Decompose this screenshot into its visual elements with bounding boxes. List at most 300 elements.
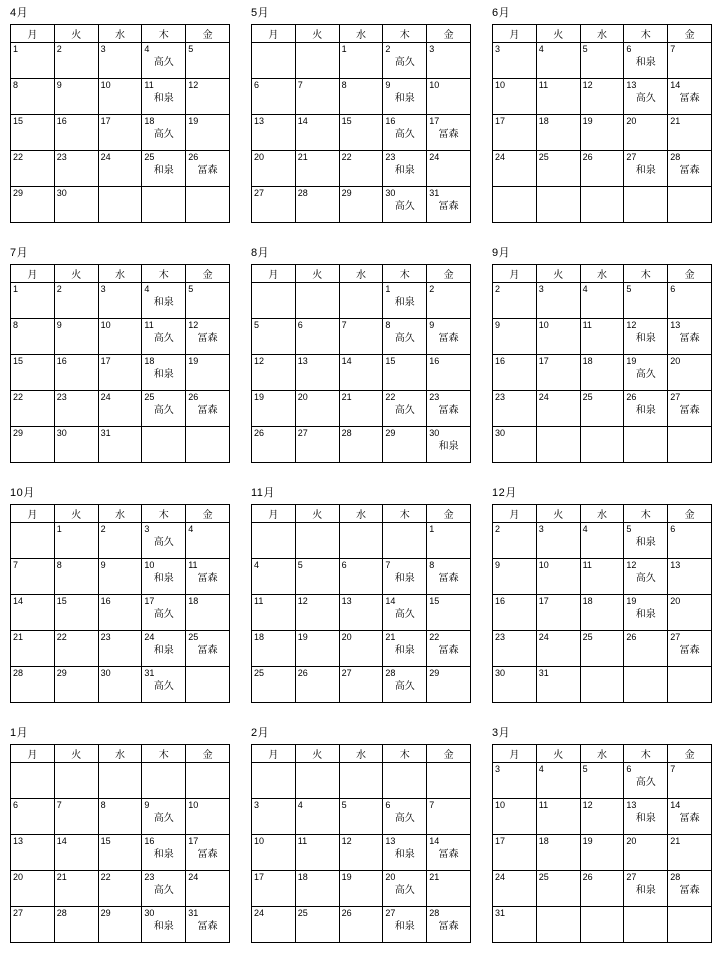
week-row <box>11 667 230 703</box>
day-number: 14 <box>429 836 440 846</box>
day-cell[interactable] <box>536 799 580 835</box>
day-cell[interactable] <box>383 115 427 151</box>
day-cell[interactable] <box>536 667 580 703</box>
day-cell[interactable] <box>493 763 537 799</box>
day-cell[interactable] <box>580 763 624 799</box>
day-cell[interactable] <box>668 43 712 79</box>
day-cell[interactable] <box>383 835 427 871</box>
day-cell[interactable] <box>11 43 55 79</box>
day-cell[interactable] <box>54 391 98 427</box>
day-cell[interactable] <box>427 799 471 835</box>
day-cell[interactable] <box>580 523 624 559</box>
day-cell[interactable] <box>339 79 383 115</box>
day-cell[interactable] <box>339 595 383 631</box>
day-cell[interactable] <box>142 631 186 667</box>
day-cell[interactable] <box>98 631 142 667</box>
day-cell[interactable] <box>493 523 537 559</box>
day-cell[interactable] <box>295 871 339 907</box>
day-cell[interactable] <box>11 427 55 463</box>
day-cell[interactable] <box>427 835 471 871</box>
day-cell[interactable] <box>142 871 186 907</box>
day-cell[interactable] <box>252 427 296 463</box>
day-number: 20 <box>254 152 265 162</box>
day-cell[interactable] <box>493 43 537 79</box>
day-cell[interactable] <box>186 907 230 943</box>
day-cell[interactable] <box>668 79 712 115</box>
day-cell[interactable] <box>427 79 471 115</box>
day-cell[interactable] <box>493 871 537 907</box>
day-cell[interactable] <box>11 79 55 115</box>
day-cell[interactable] <box>580 355 624 391</box>
day-cell[interactable] <box>142 559 186 595</box>
empty-day-cell <box>580 187 624 223</box>
day-cell[interactable] <box>339 871 383 907</box>
day-cell[interactable] <box>668 115 712 151</box>
day-cell[interactable] <box>252 595 296 631</box>
empty-day-cell <box>339 523 383 559</box>
day-cell[interactable] <box>624 391 668 427</box>
day-cell[interactable] <box>142 283 186 319</box>
day-cell[interactable] <box>11 355 55 391</box>
shift-assignee-label: 和泉 <box>635 885 656 896</box>
day-cell[interactable] <box>54 79 98 115</box>
shift-assignee-label: 冨森 <box>197 165 218 176</box>
day-cell[interactable] <box>383 151 427 187</box>
shift-assignee-label: 高久 <box>153 813 174 824</box>
day-cell[interactable] <box>668 559 712 595</box>
day-cell[interactable] <box>624 319 668 355</box>
day-cell[interactable] <box>580 559 624 595</box>
day-number: 4 <box>188 524 194 534</box>
day-cell[interactable] <box>11 667 55 703</box>
day-cell[interactable] <box>11 151 55 187</box>
weekday-header: 水 <box>98 25 142 43</box>
day-cell[interactable] <box>186 43 230 79</box>
day-cell[interactable] <box>493 79 537 115</box>
day-cell[interactable] <box>493 427 537 463</box>
day-cell[interactable] <box>142 355 186 391</box>
day-cell[interactable] <box>536 871 580 907</box>
day-cell[interactable] <box>252 355 296 391</box>
day-cell[interactable] <box>493 151 537 187</box>
day-cell[interactable] <box>668 595 712 631</box>
day-cell[interactable] <box>98 79 142 115</box>
day-cell[interactable] <box>98 283 142 319</box>
day-cell[interactable] <box>624 79 668 115</box>
day-cell[interactable] <box>252 907 296 943</box>
day-cell[interactable] <box>624 151 668 187</box>
day-cell[interactable] <box>186 835 230 871</box>
day-cell[interactable] <box>624 799 668 835</box>
day-cell[interactable] <box>186 319 230 355</box>
day-cell[interactable] <box>142 79 186 115</box>
day-cell[interactable] <box>624 871 668 907</box>
day-cell[interactable] <box>186 151 230 187</box>
day-cell[interactable] <box>186 871 230 907</box>
day-cell[interactable] <box>252 835 296 871</box>
day-cell[interactable] <box>427 631 471 667</box>
day-cell[interactable] <box>668 523 712 559</box>
day-cell[interactable] <box>536 151 580 187</box>
day-cell[interactable] <box>383 391 427 427</box>
day-cell[interactable] <box>186 355 230 391</box>
day-cell[interactable] <box>339 115 383 151</box>
day-number: 3 <box>538 524 544 534</box>
day-cell[interactable] <box>624 763 668 799</box>
day-cell[interactable] <box>580 871 624 907</box>
day-cell[interactable] <box>580 43 624 79</box>
day-cell[interactable] <box>624 355 668 391</box>
day-cell[interactable] <box>339 799 383 835</box>
day-cell[interactable] <box>295 799 339 835</box>
day-cell[interactable] <box>339 631 383 667</box>
day-cell[interactable] <box>427 115 471 151</box>
day-cell[interactable] <box>98 355 142 391</box>
day-cell[interactable] <box>98 559 142 595</box>
day-cell[interactable] <box>624 43 668 79</box>
day-cell[interactable] <box>668 355 712 391</box>
day-cell[interactable] <box>383 799 427 835</box>
day-cell[interactable] <box>624 115 668 151</box>
day-number: 5 <box>582 764 588 774</box>
day-cell[interactable] <box>186 559 230 595</box>
day-cell[interactable] <box>536 391 580 427</box>
day-cell[interactable] <box>186 631 230 667</box>
week-row <box>252 79 471 115</box>
day-cell[interactable] <box>142 43 186 79</box>
day-cell[interactable] <box>493 559 537 595</box>
day-cell[interactable] <box>493 907 537 943</box>
day-cell[interactable] <box>536 523 580 559</box>
day-cell[interactable] <box>186 595 230 631</box>
day-cell[interactable] <box>54 355 98 391</box>
day-cell[interactable] <box>186 391 230 427</box>
day-cell[interactable] <box>536 835 580 871</box>
day-cell[interactable] <box>580 115 624 151</box>
day-cell[interactable] <box>339 907 383 943</box>
day-cell[interactable] <box>11 115 55 151</box>
day-cell[interactable] <box>668 871 712 907</box>
empty-day-cell <box>536 907 580 943</box>
day-cell[interactable] <box>252 559 296 595</box>
day-cell[interactable] <box>383 631 427 667</box>
day-cell[interactable] <box>383 79 427 115</box>
day-number: 16 <box>495 356 506 366</box>
shift-assignee-label: 高久 <box>153 537 174 548</box>
day-cell[interactable] <box>580 835 624 871</box>
day-cell[interactable] <box>339 151 383 187</box>
week-row <box>493 427 712 463</box>
day-cell[interactable] <box>186 79 230 115</box>
day-cell[interactable] <box>339 319 383 355</box>
day-cell[interactable] <box>54 187 98 223</box>
day-cell[interactable] <box>142 151 186 187</box>
day-cell[interactable] <box>383 559 427 595</box>
day-cell[interactable] <box>339 835 383 871</box>
day-cell[interactable] <box>493 799 537 835</box>
day-cell[interactable] <box>493 319 537 355</box>
shift-assignee-label: 和泉 <box>153 849 174 860</box>
day-cell[interactable] <box>295 835 339 871</box>
day-cell[interactable] <box>295 427 339 463</box>
day-number: 3 <box>538 284 544 294</box>
day-cell[interactable] <box>11 871 55 907</box>
weekday-header-row <box>11 265 230 283</box>
day-cell[interactable] <box>54 559 98 595</box>
day-cell[interactable] <box>186 283 230 319</box>
day-cell[interactable] <box>142 907 186 943</box>
day-cell[interactable] <box>339 427 383 463</box>
day-cell[interactable] <box>252 319 296 355</box>
day-cell[interactable] <box>295 595 339 631</box>
day-cell[interactable] <box>54 835 98 871</box>
day-cell[interactable] <box>186 115 230 151</box>
day-cell[interactable] <box>54 667 98 703</box>
empty-day-cell <box>536 427 580 463</box>
day-cell[interactable] <box>339 187 383 223</box>
day-cell[interactable] <box>252 631 296 667</box>
day-cell[interactable] <box>383 283 427 319</box>
day-cell[interactable] <box>295 115 339 151</box>
day-cell[interactable] <box>536 595 580 631</box>
day-cell[interactable] <box>54 631 98 667</box>
day-cell[interactable] <box>668 151 712 187</box>
day-cell[interactable] <box>493 631 537 667</box>
day-cell[interactable] <box>427 43 471 79</box>
day-cell[interactable] <box>98 907 142 943</box>
day-cell[interactable] <box>252 115 296 151</box>
day-number: 15 <box>13 116 24 126</box>
day-cell[interactable] <box>54 871 98 907</box>
day-cell[interactable] <box>11 559 55 595</box>
day-cell[interactable] <box>142 799 186 835</box>
day-cell[interactable] <box>142 115 186 151</box>
day-cell[interactable] <box>427 595 471 631</box>
day-cell[interactable] <box>624 523 668 559</box>
day-cell[interactable] <box>339 391 383 427</box>
day-number <box>537 907 580 908</box>
day-number: 19 <box>188 116 199 126</box>
week-row <box>252 355 471 391</box>
day-cell[interactable] <box>580 79 624 115</box>
day-cell[interactable] <box>493 391 537 427</box>
day-cell[interactable] <box>427 151 471 187</box>
weekday-header: 木 <box>624 265 668 283</box>
day-cell[interactable] <box>624 595 668 631</box>
day-cell[interactable] <box>383 355 427 391</box>
day-cell[interactable] <box>493 355 537 391</box>
day-cell[interactable] <box>668 763 712 799</box>
day-number: 17 <box>100 356 111 366</box>
day-cell[interactable] <box>624 559 668 595</box>
shift-assignee-label: 和泉 <box>438 441 459 452</box>
day-cell[interactable] <box>142 595 186 631</box>
day-cell[interactable] <box>295 391 339 427</box>
day-cell[interactable] <box>624 835 668 871</box>
empty-day-cell <box>624 667 668 703</box>
day-cell[interactable] <box>493 115 537 151</box>
day-cell[interactable] <box>252 151 296 187</box>
day-cell[interactable] <box>383 319 427 355</box>
day-cell[interactable] <box>536 43 580 79</box>
day-cell[interactable] <box>11 187 55 223</box>
empty-day-cell <box>580 427 624 463</box>
month-block <box>482 0 722 240</box>
day-cell[interactable] <box>54 43 98 79</box>
day-cell[interactable] <box>54 151 98 187</box>
day-cell[interactable] <box>668 391 712 427</box>
day-cell[interactable] <box>11 595 55 631</box>
day-cell[interactable] <box>427 907 471 943</box>
day-cell[interactable] <box>624 631 668 667</box>
day-cell[interactable] <box>54 319 98 355</box>
day-cell[interactable] <box>98 835 142 871</box>
day-cell[interactable] <box>11 835 55 871</box>
day-cell[interactable] <box>668 799 712 835</box>
day-cell[interactable] <box>536 355 580 391</box>
day-cell[interactable] <box>339 43 383 79</box>
day-cell[interactable] <box>536 631 580 667</box>
day-cell[interactable] <box>580 151 624 187</box>
day-cell[interactable] <box>295 355 339 391</box>
day-cell[interactable] <box>536 79 580 115</box>
day-cell[interactable] <box>580 595 624 631</box>
day-cell[interactable] <box>427 319 471 355</box>
day-cell[interactable] <box>11 391 55 427</box>
day-cell[interactable] <box>493 667 537 703</box>
day-cell[interactable] <box>339 355 383 391</box>
day-cell[interactable] <box>295 79 339 115</box>
day-cell[interactable] <box>186 523 230 559</box>
day-cell[interactable] <box>98 667 142 703</box>
day-cell[interactable] <box>339 667 383 703</box>
day-number: 29 <box>341 188 352 198</box>
day-cell[interactable] <box>295 907 339 943</box>
day-cell[interactable] <box>383 667 427 703</box>
day-cell[interactable] <box>668 631 712 667</box>
day-cell[interactable] <box>668 835 712 871</box>
day-cell[interactable] <box>54 799 98 835</box>
day-cell[interactable] <box>11 799 55 835</box>
day-cell[interactable] <box>186 799 230 835</box>
day-cell[interactable] <box>580 799 624 835</box>
day-cell[interactable] <box>98 319 142 355</box>
shift-assignee-label: 冨森 <box>679 885 700 896</box>
day-cell[interactable] <box>295 631 339 667</box>
day-cell[interactable] <box>580 283 624 319</box>
day-cell[interactable] <box>295 187 339 223</box>
day-cell[interactable] <box>98 43 142 79</box>
day-cell[interactable] <box>295 319 339 355</box>
day-cell[interactable] <box>427 283 471 319</box>
day-cell[interactable] <box>668 283 712 319</box>
day-cell[interactable] <box>54 523 98 559</box>
day-number: 28 <box>670 152 681 162</box>
day-number: 11 <box>582 320 592 330</box>
day-number: 31 <box>495 908 506 918</box>
day-cell[interactable] <box>383 187 427 223</box>
day-cell[interactable] <box>536 115 580 151</box>
day-cell[interactable] <box>383 871 427 907</box>
day-cell[interactable] <box>98 427 142 463</box>
weekday-header: 金 <box>186 505 230 523</box>
day-cell[interactable] <box>11 907 55 943</box>
day-cell[interactable] <box>536 763 580 799</box>
day-cell[interactable] <box>252 187 296 223</box>
day-cell[interactable] <box>383 595 427 631</box>
day-cell[interactable] <box>383 907 427 943</box>
day-cell[interactable] <box>252 79 296 115</box>
day-cell[interactable] <box>142 667 186 703</box>
day-cell[interactable] <box>493 595 537 631</box>
day-cell[interactable] <box>383 427 427 463</box>
day-cell[interactable] <box>142 835 186 871</box>
day-cell[interactable] <box>580 631 624 667</box>
day-cell[interactable] <box>295 559 339 595</box>
day-cell[interactable] <box>54 427 98 463</box>
day-cell[interactable] <box>624 283 668 319</box>
day-cell[interactable] <box>427 523 471 559</box>
day-cell[interactable] <box>427 427 471 463</box>
day-cell[interactable] <box>98 871 142 907</box>
day-cell[interactable] <box>11 319 55 355</box>
day-cell[interactable] <box>427 667 471 703</box>
day-cell[interactable] <box>427 559 471 595</box>
day-cell[interactable] <box>427 355 471 391</box>
day-number: 6 <box>626 44 632 54</box>
day-cell[interactable] <box>580 319 624 355</box>
day-cell[interactable] <box>98 799 142 835</box>
day-cell[interactable] <box>11 631 55 667</box>
day-cell[interactable] <box>383 43 427 79</box>
day-cell[interactable] <box>54 595 98 631</box>
day-cell[interactable] <box>252 799 296 835</box>
day-cell[interactable] <box>252 871 296 907</box>
day-cell[interactable] <box>295 151 339 187</box>
day-cell[interactable] <box>427 391 471 427</box>
day-cell[interactable] <box>142 523 186 559</box>
day-cell[interactable] <box>536 559 580 595</box>
day-cell[interactable] <box>98 595 142 631</box>
weekday-header: 木 <box>142 745 186 763</box>
day-number: 13 <box>626 800 637 810</box>
day-cell[interactable] <box>252 667 296 703</box>
day-cell[interactable] <box>580 391 624 427</box>
day-cell[interactable] <box>493 835 537 871</box>
day-cell[interactable] <box>54 283 98 319</box>
day-cell[interactable] <box>54 115 98 151</box>
day-cell[interactable] <box>98 151 142 187</box>
day-cell[interactable] <box>427 871 471 907</box>
day-cell[interactable] <box>142 391 186 427</box>
day-cell[interactable] <box>339 559 383 595</box>
day-cell[interactable] <box>252 391 296 427</box>
day-cell[interactable] <box>98 115 142 151</box>
week-row <box>11 151 230 187</box>
day-cell[interactable] <box>98 391 142 427</box>
day-cell[interactable] <box>427 187 471 223</box>
day-cell[interactable] <box>536 283 580 319</box>
day-cell[interactable] <box>536 319 580 355</box>
day-cell[interactable] <box>295 667 339 703</box>
day-cell[interactable] <box>493 283 537 319</box>
day-cell[interactable] <box>142 319 186 355</box>
day-cell[interactable] <box>11 283 55 319</box>
shift-assignee-label: 和泉 <box>394 93 415 104</box>
day-cell[interactable] <box>98 523 142 559</box>
day-cell[interactable] <box>54 907 98 943</box>
day-cell[interactable] <box>668 319 712 355</box>
